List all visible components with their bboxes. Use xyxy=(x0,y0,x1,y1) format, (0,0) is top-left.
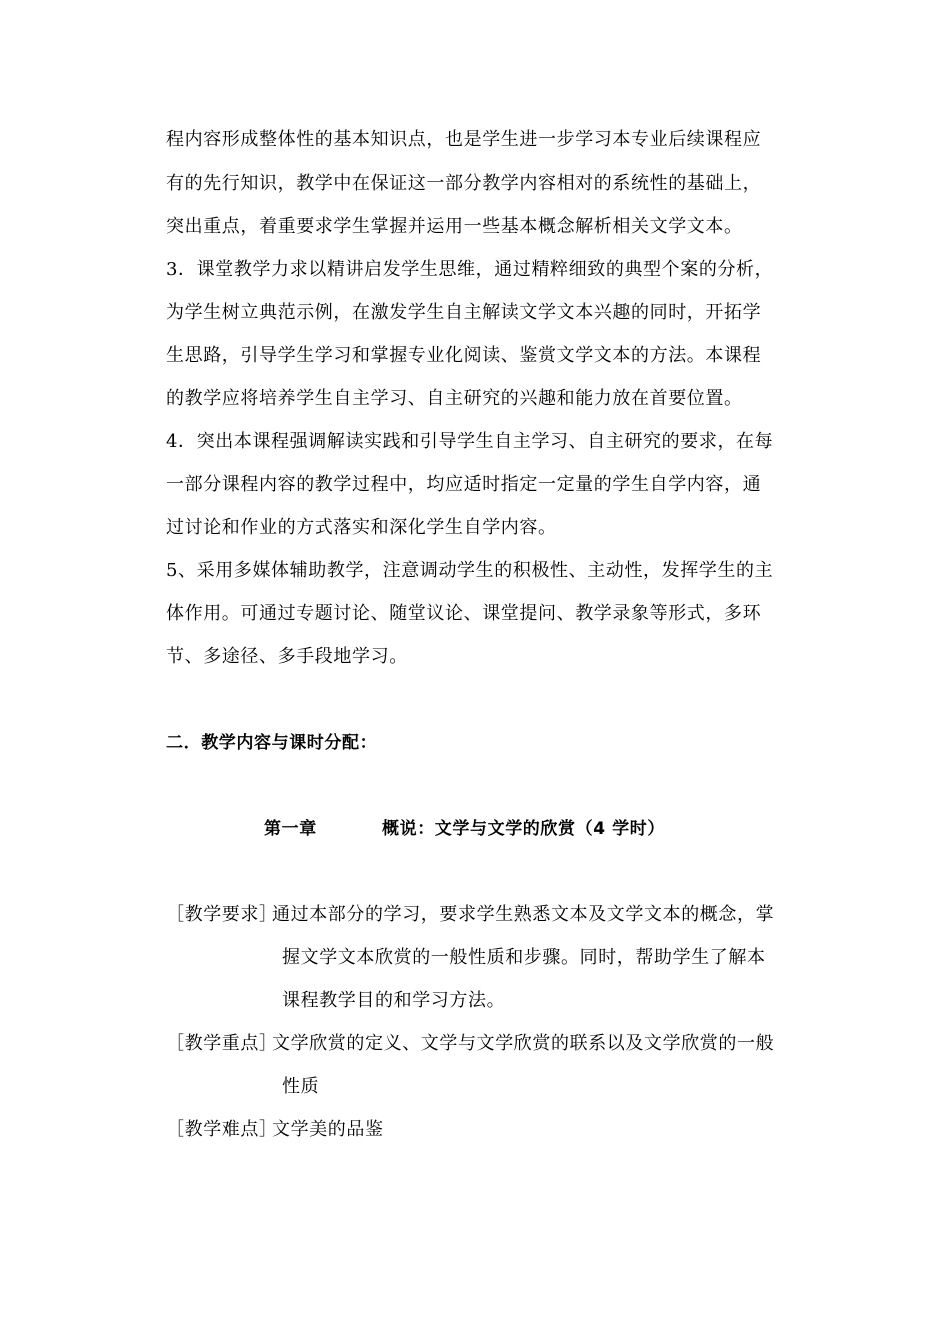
paragraph-line: 3．课堂教学力求以精讲启发学生思维，通过精粹细致的典型个案的分析， xyxy=(166,259,774,280)
key-points-text: 文学欣赏的定义、文学与文学欣赏的联系以及文学欣赏的一般 xyxy=(272,1033,775,1054)
paragraph-line: 一部分课程内容的教学过程中，均应适时指定一定量的学生自学内容，通 xyxy=(166,474,762,495)
paragraph-line: 程内容形成整体性的基本知识点，也是学生进一步学习本专业后续课程应 xyxy=(166,129,762,150)
requirements-text: 通过本部分的学习，要求学生熟悉文本及文学文本的概念，掌 xyxy=(272,904,775,925)
key-points-text: 性质 xyxy=(282,1076,320,1097)
paragraph-line: 突出重点，着重要求学生掌握并运用一些基本概念解析相关文学文本。 xyxy=(166,216,743,237)
key-points-tag: ［教学重点］ xyxy=(166,1033,278,1054)
chapter-title: 概说：文学与文学的欣赏（4 学时） xyxy=(382,819,665,839)
difficulties-tag: ［教学难点］ xyxy=(166,1119,278,1140)
requirements-tag: ［教学要求］ xyxy=(166,904,278,925)
paragraph-line: 4．突出本课程强调解读实践和引导学生自主学习、自主研究的要求，在每 xyxy=(166,431,774,452)
requirements-text: 课程教学目的和学习方法。 xyxy=(282,990,506,1011)
paragraph-line: 节、多途径、多手段地学习。 xyxy=(166,646,408,667)
difficulties-text: 文学美的品鉴 xyxy=(272,1119,384,1140)
paragraph-line: 为学生树立典范示例，在激发学生自主解读文学文本兴趣的同时，开拓学 xyxy=(166,302,762,323)
paragraph-line: 5、采用多媒体辅助教学，注意调动学生的积极性、主动性，发挥学生的主 xyxy=(166,560,774,581)
requirements-text: 握文学文本欣赏的一般性质和步骤。同时，帮助学生了解本 xyxy=(282,947,766,968)
paragraph-line: 生思路，引导学生学习和掌握专业化阅读、鉴赏文学文本的方法。本课程 xyxy=(166,345,762,366)
chapter-number: 第一章 xyxy=(264,819,317,839)
paragraph-line: 有的先行知识，教学中在保证这一部分教学内容相对的系统性的基础上， xyxy=(166,173,762,194)
paragraph-line: 体作用。可通过专题讨论、随堂议论、课堂提问、教学录象等形式，多环 xyxy=(166,603,762,624)
paragraph-line: 过讨论和作业的方式落实和深化学生自学内容。 xyxy=(166,517,557,538)
section-heading: 二．教学内容与课时分配： xyxy=(166,733,378,753)
paragraph-line: 的教学应将培养学生自主学习、自主研究的兴趣和能力放在首要位置。 xyxy=(166,388,743,409)
